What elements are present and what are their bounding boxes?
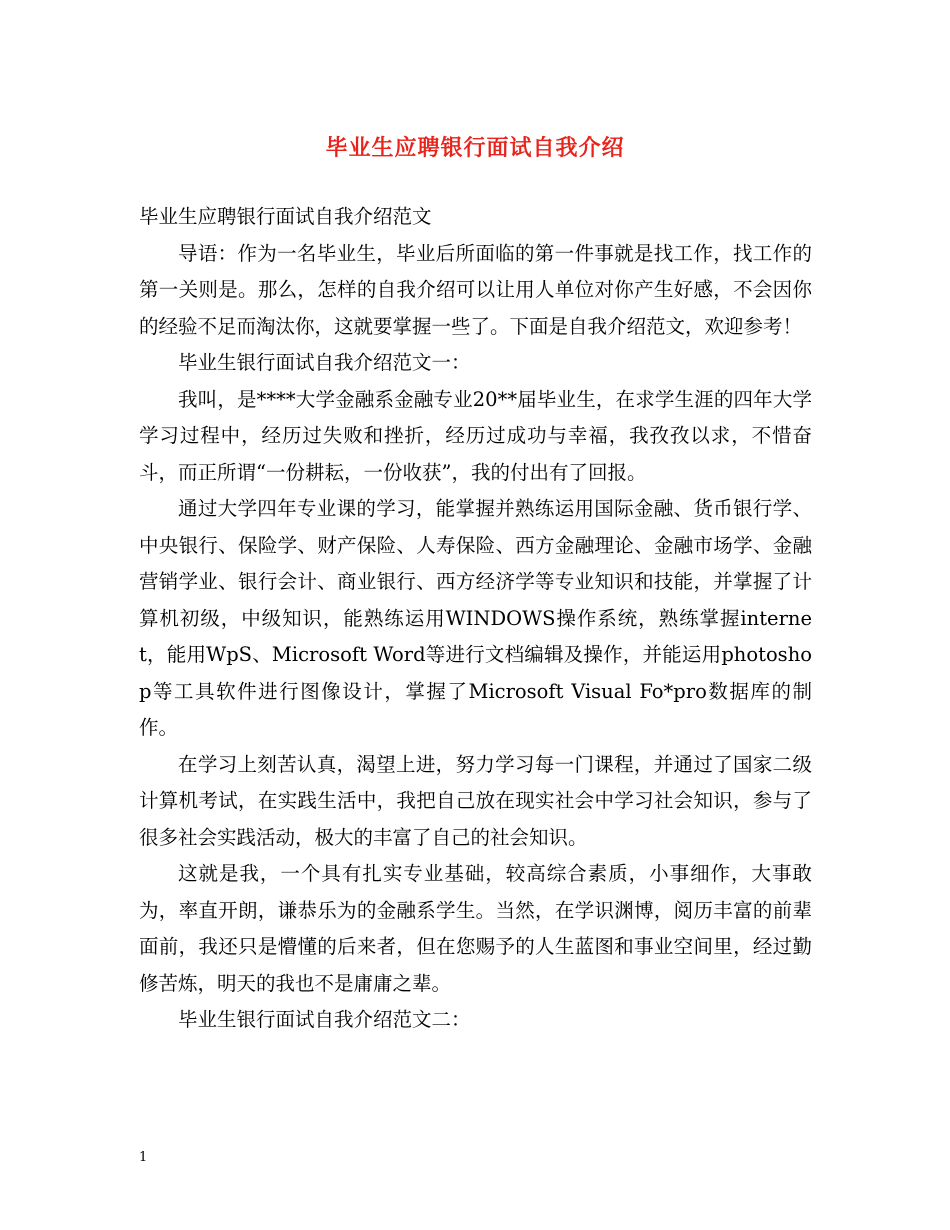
paragraph-skills: 通过大学四年专业课的学习，能掌握并熟练运用国际金融、货币银行学、中央银行、保险学、财产保险、人寿保险、西方金融理论、金融市场学、金融营销学业、银行会计、商业银行、西方经济学等专业知识和技能，并掌握了计算机初级，中级知识，能熟练运用WINDOWS操作系统，熟练掌握internet，能用WpS、Microsoft Word等进行文档编辑及操作，并能运用photoshop等工具软件进行图像设计，掌握了Microsoft Visual Fo*pro数据库的制作。 bbox=[139, 497, 812, 739]
paragraph-study: 在学习上刻苦认真，渴望上进，努力学习每一门课程，并通过了国家二级计算机考试，在实践生活中，我把自己放在现实社会中学习社会知识，参与了很多社会实践活动，极大的丰富了自己的社会知识。 bbox=[139, 752, 812, 849]
paragraph-heading-two: 毕业生银行面试自我介绍范文二： bbox=[178, 1008, 471, 1031]
page-number: 1 bbox=[139, 1150, 148, 1165]
paragraph-character: 这就是我，一个具有扎实专业基础，较高综合素质，小事细作，大事敢为，率直开朗，谦恭乐为的金融系学生。当然，在学识渊博，阅历丰富的前辈面前，我还只是懵懂的后来者，但在您赐予的人生蓝图和事业空间里，经过勤修苦炼，明天的我也不是庸庸之辈。 bbox=[139, 862, 812, 995]
document-title: 毕业生应聘银行面试自我介绍 bbox=[325, 135, 625, 161]
paragraph-subtitle: 毕业生应聘银行面试自我介绍范文 bbox=[139, 205, 432, 228]
paragraph-intro: 导语：作为一名毕业生，毕业后所面临的第一件事就是找工作，找工作的第一关则是。那么，怎样的自我介绍可以让用人单位对你产生好感，不会因你的经验不足而淘汰你，这就要掌握一些了。下面是自我介绍范文，欢迎参考！ bbox=[139, 241, 812, 338]
document-body bbox=[139, 199, 812, 1039]
paragraph-heading-one: 毕业生银行面试自我介绍范文一： bbox=[178, 351, 471, 374]
paragraph-self-intro: 我叫，是****大学金融系金融专业20**届毕业生，在求学生涯的四年大学学习过程中，经历过失败和挫折，经历过成功与幸福，我孜孜以求，不惜奋斗，而正所谓“一份耕耘，一份收获”，我的付出有了回报。 bbox=[139, 387, 812, 484]
